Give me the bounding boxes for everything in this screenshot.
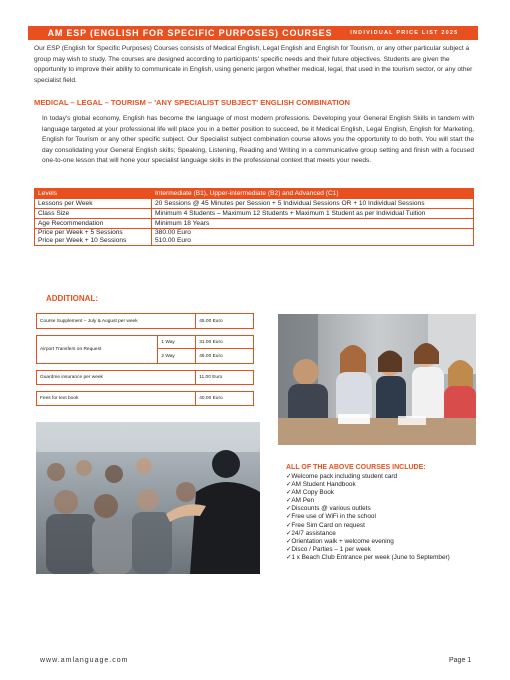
page-title: AM ESP (ENGLISH FOR SPECIFIC PURPOSES) COURSES [47,28,333,38]
transfer-twoway-label: 2 Way [158,349,196,364]
price-value-10: 510.00 Euro [155,237,191,244]
additional-fees-table [36,313,254,406]
row-label: Class Size [35,209,152,219]
table-header-cell: Levels [35,189,152,199]
table-row [37,371,254,385]
fee-price: 45.00 Euro [196,314,254,329]
list-item: ✓AM Student Handbook [286,481,356,489]
price-label-5: Price per Week + 5 Sessions [38,229,123,236]
seminar-illustration [36,422,260,574]
row-spacer [37,364,254,371]
row-spacer [37,385,254,392]
fee-label: Fees for text book [37,392,196,406]
footer-website: www.amlanguage.com [40,657,129,664]
table-row [35,209,474,219]
table-row-price [35,229,474,246]
table-header-cell: Intermediate (B1), Upper-intermediate (B2) and Advanced (C1) [152,189,474,199]
intro-paragraph: Our ESP (English for Specific Purposes) Courses consists of Medical English, Legal English and English for Tourism, or any other particular subject a group may wish to study. The courses are designed according to participants' specific needs and their future objectives. Students are given the opportunity to improve their ability to communicate in English, using generic jargon whether medical, legal, that used in the tourism sector, or any other specialist field. [34,45,473,84]
price-values [152,229,474,246]
list-item: ✓24/7 assistance [286,529,336,537]
students-group-photo [278,314,476,445]
list-item: ✓Free use of WiFi in the school [286,513,376,521]
table-row [35,219,474,229]
section-heading: MEDICAL – LEGAL – TOURISM – 'ANY SPECIALIST SUBJECT' ENGLISH COMBINATION [34,98,350,107]
fee-label: Guardme insurance per week [37,371,196,385]
transfer-oneway-label: 1 Way [158,336,196,349]
price-list-subtitle: INDIVIDUAL PRICE LIST 2025 [350,30,459,36]
students-group-illustration [278,314,476,445]
list-item: ✓Discounts @ various outlets [286,505,371,513]
row-value: 20 Sessions @ 45 Minutes per Session + 5 Individual Sessions OR + 10 Individual Sessions [152,199,474,209]
includes-heading: ALL OF THE ABOVE COURSES INCLUDE: [286,464,426,471]
row-label: Age Recommendation [35,219,152,229]
list-item: ✓AM Copy Book [286,489,334,497]
list-item: ✓1 x Beach Club Entrance per week (June to September) [286,553,450,561]
price-label-10: Price per Week + 10 Sessions [38,237,127,244]
fee-price: 40.00 Euro [196,392,254,406]
fee-price: 46.00 Euro [196,349,254,364]
fee-price: 11.00 Euro [196,371,254,385]
table-row [37,336,254,349]
list-item: ✓Free Sim Card on request [286,521,365,529]
course-details-table [34,188,474,246]
additional-heading: ADDITIONAL: [46,294,98,303]
fee-label: Airport Transfers on Request [37,336,158,364]
table-row [37,314,254,329]
row-label: Lessons per Week [35,199,152,209]
row-spacer [37,329,254,336]
list-item: ✓AM Pen [286,497,315,505]
section-body: In today's global economy, English has become the language of most modern professions. Developing your General English Skills in tandem with language targeted at your professional life will place you in a better position to succeed, be it Medical English, Legal English, English for Marketing, English for Tourism or any other specific subject. Our Specialist subject combination course allows you the opportunity to do both. You will start the day consolidating your General English skills; Speaking, Listening, Reading and Writing in a communicative group setting and finish with a focused one-to-one lesson that will hone your specialist language skills in the professional context that meets your needs. [42,115,474,164]
row-value: Minimum 4 Students – Maximum 12 Students + Maximum 1 Student as per Individual Tuition [152,209,474,219]
list-item: ✓Welcome pack including student card [286,473,398,480]
seminar-audience-photo [36,422,260,574]
title-banner [28,26,478,40]
row-value: Minimum 18 Years [152,219,474,229]
price-labels [35,229,152,246]
fee-price: 31.00 Euro [196,336,254,349]
table-row [35,199,474,209]
includes-list [286,473,450,562]
footer-page-number: Page 1 [449,657,472,664]
list-item: ✓Orientation walk + welcome evening [286,537,394,545]
fee-label: Course Supplement – July & August per week [37,314,196,329]
list-item: ✓Disco / Parties – 1 per week [286,545,371,553]
table-row [37,392,254,406]
price-value-5: 380.00 Euro [155,229,191,236]
table-header-row [35,189,474,199]
